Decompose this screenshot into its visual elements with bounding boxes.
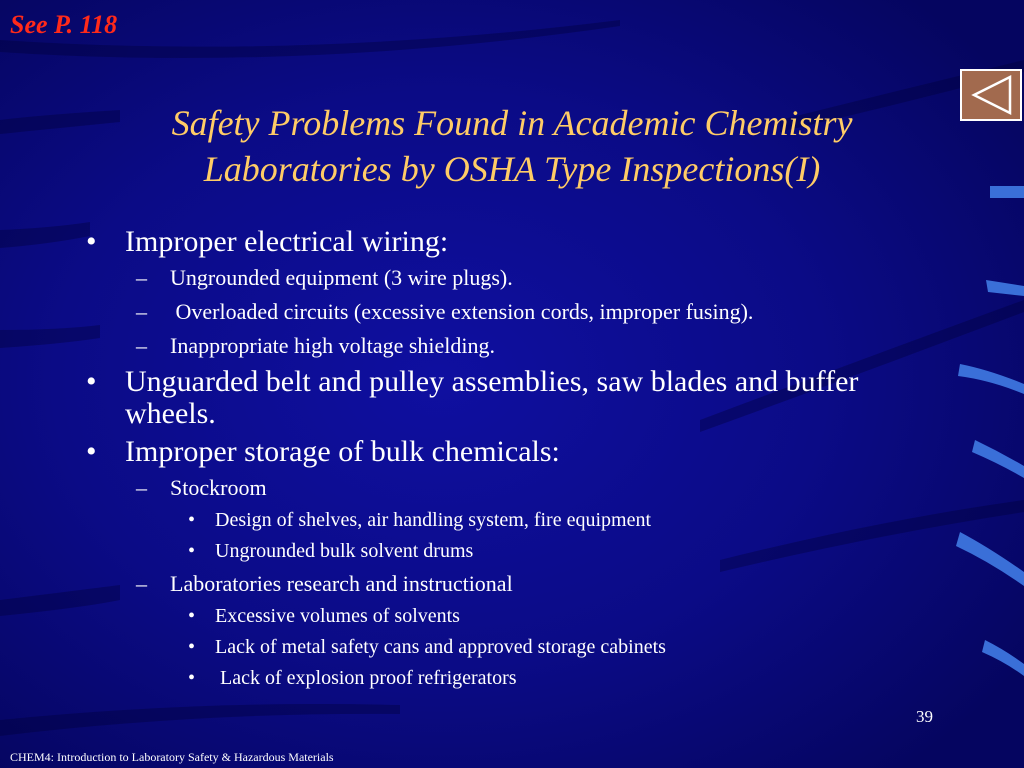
sub-bullet-item bbox=[0, 474, 960, 502]
sub-bullet-item bbox=[0, 298, 960, 326]
back-button[interactable] bbox=[960, 69, 1022, 121]
dash-marker: – bbox=[136, 299, 147, 324]
bullet-dot: • bbox=[86, 225, 97, 258]
bullet-dot: • bbox=[188, 509, 196, 531]
sub-bullet-text: Stockroom bbox=[170, 475, 267, 500]
see-page-reference: See P. 118 bbox=[10, 10, 118, 39]
course-footer: CHEM4: Introduction to Laboratory Safety & Hazardous Materials bbox=[10, 750, 334, 764]
sub-bullet-text: Laboratories research and instructional bbox=[170, 571, 513, 596]
sub-bullet-item bbox=[0, 570, 960, 598]
bullet-dot: • bbox=[188, 636, 196, 658]
bullet-item bbox=[0, 436, 885, 468]
sub-bullet-item bbox=[0, 332, 960, 360]
slide-title bbox=[130, 100, 894, 192]
sub-sub-bullet-text: Lack of explosion proof refrigerators bbox=[215, 667, 517, 689]
sub-bullet-text: Inappropriate high voltage shielding. bbox=[170, 333, 496, 358]
bullet-item bbox=[0, 366, 885, 430]
dash-marker: – bbox=[136, 333, 147, 358]
dash-marker: – bbox=[136, 475, 147, 500]
sub-sub-bullet-item bbox=[0, 508, 960, 533]
dash-marker: – bbox=[136, 265, 147, 290]
bullet-list bbox=[0, 222, 960, 697]
bullet-text: Improper electrical wiring: bbox=[125, 225, 449, 258]
bullet-dot: • bbox=[86, 365, 97, 398]
sub-sub-bullet-item bbox=[0, 539, 960, 564]
sub-sub-bullet-item bbox=[0, 604, 960, 629]
bullet-item bbox=[0, 226, 885, 258]
sub-sub-bullet-text: Design of shelves, air handling system, fire equipment bbox=[215, 509, 652, 531]
sub-bullet-text: Overloaded circuits (excessive extension cords, improper fusing). bbox=[170, 299, 754, 324]
bullet-dot: • bbox=[188, 605, 196, 627]
sub-sub-bullet-item bbox=[0, 666, 960, 691]
title-line-1: Safety Problems Found in Academic Chemistry bbox=[171, 103, 853, 143]
bullet-text: Improper storage of bulk chemicals: bbox=[125, 435, 560, 468]
bullet-dot: • bbox=[188, 540, 196, 562]
sub-bullet-text: Ungrounded equipment (3 wire plugs). bbox=[170, 265, 513, 290]
back-triangle-icon bbox=[962, 71, 1020, 119]
dash-marker: – bbox=[136, 571, 147, 596]
sub-sub-bullet-text: Excessive volumes of solvents bbox=[215, 605, 460, 627]
page-number: 39 bbox=[916, 707, 933, 726]
bullet-text: Unguarded belt and pulley assemblies, saw blades and buffer wheels. bbox=[125, 365, 859, 430]
bullet-dot: • bbox=[86, 435, 97, 468]
sub-sub-bullet-text: Lack of metal safety cans and approved storage cabinets bbox=[215, 636, 666, 658]
sub-sub-bullet-item bbox=[0, 635, 960, 660]
sub-sub-bullet-text: Ungrounded bulk solvent drums bbox=[215, 540, 474, 562]
bullet-dot: • bbox=[188, 667, 196, 689]
title-line-2: Laboratories by OSHA Type Inspections(I) bbox=[203, 149, 821, 189]
sub-bullet-item bbox=[0, 264, 960, 292]
